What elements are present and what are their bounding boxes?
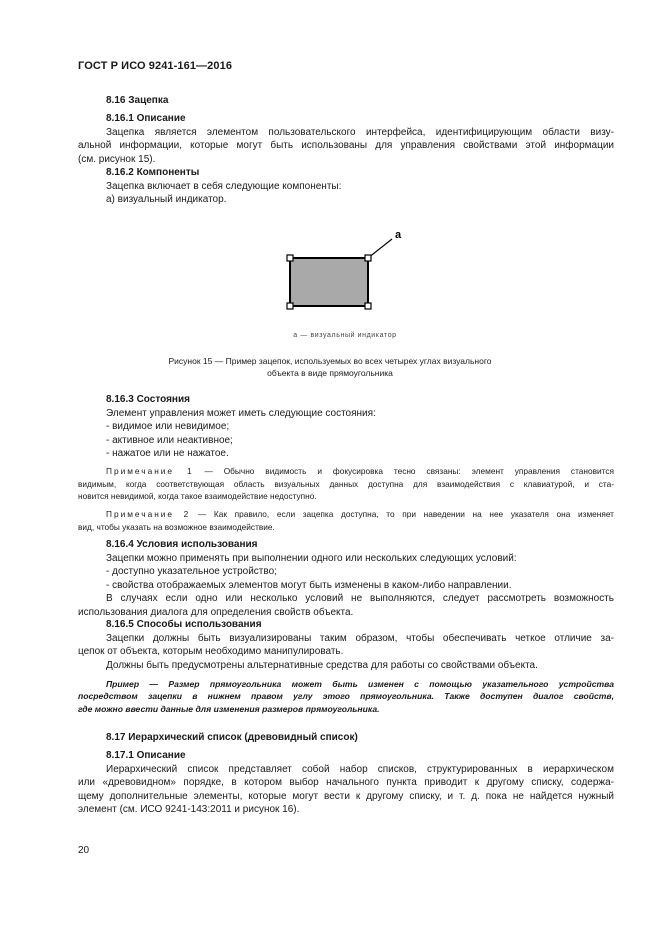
text-line: (см. рисунок 15). <box>78 153 156 165</box>
text-line: альной информации, которые могут быть использованы для управления свойствами этой информации <box>78 140 614 152</box>
list-item: - доступно указательное устройство; <box>106 566 277 578</box>
text-line: или «древовидном» порядке, в котором выбор начального пункта приводит к другому списку, содержа- <box>78 777 614 789</box>
paragraph <box>106 180 341 207</box>
text-line: Элемент управления может иметь следующие состояния: <box>106 408 376 419</box>
figure-caption <box>130 355 530 380</box>
section-title: 8.16 Зацепка <box>106 95 169 106</box>
note-1 <box>78 465 614 503</box>
example-line: посредством зацепки в нижнем правом углу этого прямоугольника. Также доступен диалог свойств, <box>78 691 614 702</box>
text-line: Зацепки должны быть визуализированы таким образом, чтобы обеспечивать четкое отличие за- <box>106 633 614 644</box>
note-label: Примечание 1 <box>106 466 194 476</box>
handle-top-right <box>365 255 371 261</box>
example-line: где можно ввести данные для изменения размеров прямоугольника. <box>78 703 380 714</box>
text-line: щему дополнительные элементы, которые могут вести к другому списку, и т. д. пока не найдется нужный <box>78 790 614 802</box>
note-line: вид, чтобы указать на возможное взаимодействие. <box>78 521 275 532</box>
handle-bottom-left <box>287 303 293 309</box>
subsection-title: 8.16.2 Компоненты <box>106 167 200 178</box>
paragraph <box>78 763 614 817</box>
figure-legend: a — визуальный индикатор <box>293 332 397 339</box>
text-line: Зацепки можно применять при выполнении одного или нескольких следующих условий: <box>106 553 517 564</box>
note-label: Примечание 2 <box>106 509 191 519</box>
paragraph <box>78 632 614 672</box>
note-line: новится невидимой, когда такое взаимодействие недоступно. <box>78 491 317 501</box>
list-item: - активное или неактивное; <box>106 434 233 446</box>
subsection-title: 8.17.1 Описание <box>106 750 186 761</box>
paragraph <box>78 552 614 619</box>
caption-line: Рисунок 15 — Пример зацепок, используемых во всех четырех углах визуального <box>168 356 492 366</box>
document-header: ГОСТ Р ИСО 9241-161—2016 <box>78 60 233 72</box>
note-line: Примечание 1 — Обычно видимость и фокусировка тесно связаны: элемент управления становится <box>106 466 614 476</box>
text-line: Зацепка является элементом пользовательского интерфейса, идентифицирующим области визу- <box>106 127 614 138</box>
handle-figure <box>280 222 410 314</box>
text-line: Иерархический список представляет собой набор списков, структурированных в иерархическом <box>106 764 614 775</box>
list-item: - видимое или невидимое; <box>106 421 230 433</box>
subsection-title: 8.16.5 Способы использования <box>106 619 262 630</box>
example-line: Пример — Размер прямоугольника может быть изменен с помощью указательного устройства <box>106 679 614 689</box>
text-line: Зацепка включает в себя следующие компоненты: <box>106 181 342 192</box>
text-line: а) визуальный индикатор. <box>106 194 227 206</box>
list-item: - свойства отображаемых элементов могут быть изменены в каком-либо направлении. <box>106 579 512 591</box>
text-line: использования диалога для определения свойств объекта. <box>78 606 354 618</box>
list-item: - нажатое или не нажатое. <box>106 448 229 460</box>
text-line: элемент (см. ИСО 9241-143:2011 и рисунок 16). <box>78 804 300 816</box>
handle-bottom-right <box>365 303 371 309</box>
page-number: 20 <box>78 845 90 856</box>
caption-line: объекта в виде прямоугольника <box>267 368 393 379</box>
text-line: цепок от объекта, которым необходимо манипулировать. <box>78 646 344 658</box>
visual-object-rectangle <box>290 258 368 306</box>
subsection-title: 8.16.1 Описание <box>106 113 186 124</box>
text-line: Должны быть предусмотрены альтернативные средства для работы со свойствами объекта. <box>106 659 538 671</box>
handle-top-left <box>287 255 293 261</box>
note-line: Примечание 2 — Как правило, если зацепка доступна, то при наведении на нее указателя она изменяет <box>106 509 614 519</box>
callout-label: a <box>395 229 402 241</box>
note-line: видимым, когда соответствующая область визуальных данных доступна для взаимодействия с клавиатурой, и ста- <box>78 478 614 489</box>
callout-leader <box>368 239 392 258</box>
section-title: 8.17 Иерархический список (древовидный список) <box>106 732 358 743</box>
subsection-title: 8.16.3 Состояния <box>106 394 190 405</box>
paragraph <box>106 407 376 461</box>
subsection-title: 8.16.4 Условия использования <box>106 539 258 550</box>
paragraph <box>78 126 614 166</box>
example-block <box>78 678 614 715</box>
note-2 <box>78 508 614 533</box>
text-line: В случаях если одно или несколько условий не выполняются, следует рассмотреть возможность <box>106 593 614 605</box>
